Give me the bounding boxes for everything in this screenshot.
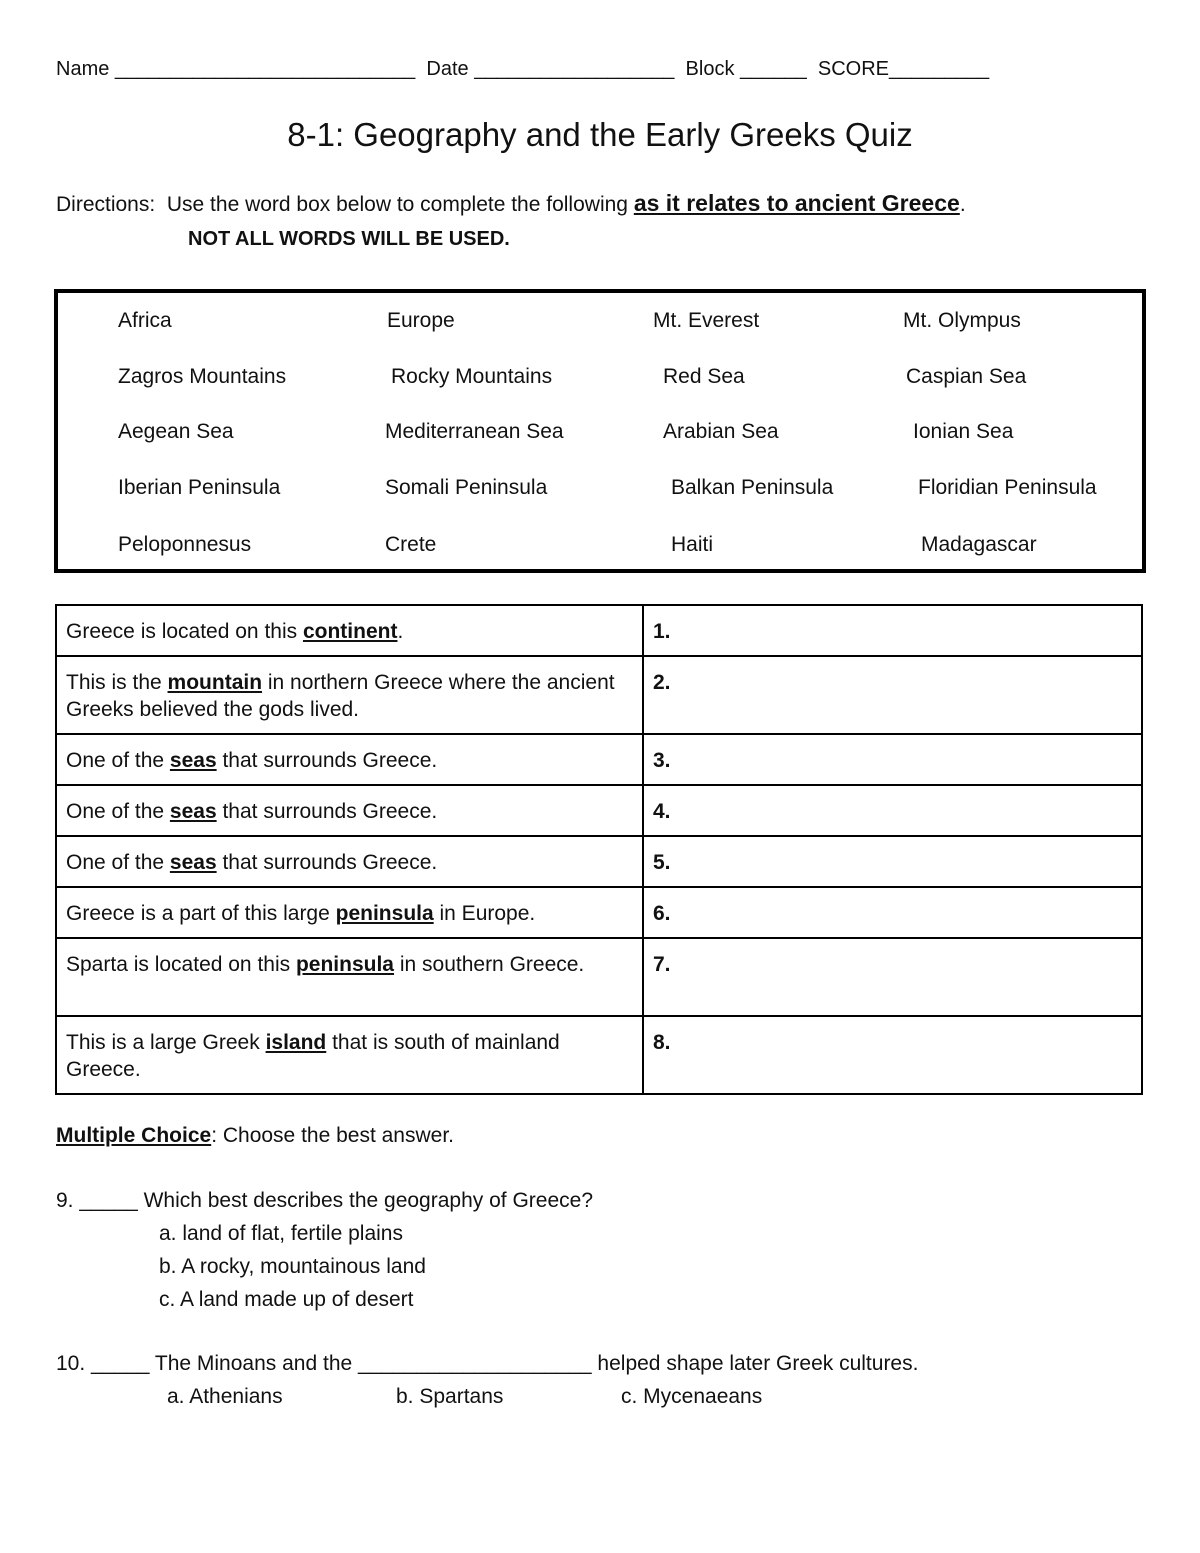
- table-row: [56, 656, 1142, 734]
- table-row: [56, 734, 1142, 785]
- answer-cell[interactable]: 6.: [643, 887, 1142, 938]
- question-10-option-a[interactable]: a. Athenians: [167, 1385, 283, 1408]
- word-box-item: Peloponnesus: [118, 533, 252, 556]
- question-prompt: Greece is located on this continent.: [56, 605, 643, 656]
- directions-label: Directions:: [56, 193, 156, 216]
- date-blank[interactable]: __________________: [474, 58, 675, 80]
- answer-cell[interactable]: 5.: [643, 836, 1142, 887]
- name-blank[interactable]: ___________________________: [114, 58, 416, 80]
- answer-cell[interactable]: 4.: [643, 785, 1142, 836]
- question-10-option-b[interactable]: b. Spartans: [396, 1385, 504, 1408]
- keyword: mountain: [167, 671, 263, 694]
- directions-emphasis: as it relates to ancient Greece: [633, 190, 960, 216]
- score-label: SCORE: [817, 58, 889, 80]
- word-box: [54, 289, 1146, 573]
- directions-text: Use the word box below to complete the following: [166, 193, 628, 216]
- word-box-item: Zagros Mountains: [118, 365, 287, 388]
- answer-cell[interactable]: 2.: [643, 656, 1142, 734]
- word-box-item: Aegean Sea: [118, 420, 234, 443]
- word-box-item: Madagascar: [921, 533, 1037, 556]
- keyword: seas: [169, 749, 217, 772]
- table-row: [56, 887, 1142, 938]
- word-box-item: Ionian Sea: [913, 420, 1014, 443]
- multiple-choice-heading: [56, 1124, 454, 1148]
- directions: [56, 190, 966, 217]
- keyword: seas: [169, 851, 217, 874]
- word-box-item: Caspian Sea: [906, 365, 1027, 388]
- directions-period: .: [959, 193, 966, 216]
- word-box-item: Somali Peninsula: [385, 476, 548, 499]
- answer-cell[interactable]: 3.: [643, 734, 1142, 785]
- word-box-item: Floridian Peninsula: [918, 476, 1097, 499]
- page-title: 8-1: Geography and the Early Greeks Quiz: [287, 116, 913, 153]
- keyword: continent: [302, 620, 398, 643]
- block-blank[interactable]: ______: [740, 58, 807, 80]
- question-prompt: Greece is a part of this large peninsula in Europe.: [56, 887, 643, 938]
- table-row: [56, 1016, 1142, 1094]
- answer-cell[interactable]: 7.: [643, 938, 1142, 1016]
- question-prompt: This is a large Greek island that is south of mainland Greece.: [56, 1016, 643, 1094]
- multiple-choice-instructions: : Choose the best answer.: [211, 1124, 454, 1147]
- word-box-item: Mt. Everest: [653, 309, 760, 332]
- question-prompt: This is the mountain in northern Greece where the ancient Greeks believed the gods lived.: [56, 656, 643, 734]
- question-9-option-c[interactable]: c. A land made up of desert: [159, 1288, 414, 1311]
- keyword: peninsula: [335, 902, 434, 925]
- question-9-option-b[interactable]: b. A rocky, mountainous land: [159, 1255, 426, 1278]
- name-label: Name: [56, 58, 110, 80]
- word-box-item: Balkan Peninsula: [671, 476, 834, 499]
- answer-cell[interactable]: 8.: [643, 1016, 1142, 1094]
- keyword: peninsula: [295, 953, 394, 976]
- score-blank[interactable]: _________: [889, 58, 990, 80]
- word-box-item: Mt. Olympus: [903, 309, 1021, 332]
- word-box-item: Arabian Sea: [663, 420, 779, 443]
- table-row: [56, 785, 1142, 836]
- word-box-item: Red Sea: [663, 365, 745, 388]
- word-box-item: Haiti: [671, 533, 714, 556]
- question-9-stem: 9. _____ Which best describes the geography of Greece?: [56, 1189, 593, 1212]
- keyword: island: [265, 1031, 327, 1054]
- question-9-option-a[interactable]: a. land of flat, fertile plains: [159, 1222, 403, 1245]
- block-label: Block: [685, 58, 735, 80]
- header-fields: [56, 58, 989, 81]
- word-box-item: Rocky Mountains: [391, 365, 553, 388]
- word-box-item: Africa: [118, 309, 172, 332]
- word-box-item: Crete: [385, 533, 437, 556]
- table-row: [56, 605, 1142, 656]
- table-row: [56, 938, 1142, 1016]
- word-box-item: Mediterranean Sea: [385, 420, 564, 443]
- directions-note: NOT ALL WORDS WILL BE USED.: [188, 228, 510, 250]
- question-10-option-c[interactable]: c. Mycenaeans: [621, 1385, 763, 1408]
- question-10-stem: 10. _____ The Minoans and the ____________________ helped shape later Greek cultures.: [56, 1352, 919, 1375]
- table-row: [56, 836, 1142, 887]
- question-prompt: Sparta is located on this peninsula in southern Greece.: [56, 938, 643, 1016]
- keyword: seas: [169, 800, 217, 823]
- multiple-choice-label: Multiple Choice: [56, 1124, 212, 1147]
- question-prompt: One of the seas that surrounds Greece.: [56, 734, 643, 785]
- word-box-item: Iberian Peninsula: [118, 476, 281, 499]
- answer-cell[interactable]: 1.: [643, 605, 1142, 656]
- word-box-item: Europe: [387, 309, 455, 332]
- fill-in-table: [55, 604, 1143, 1095]
- date-label: Date: [426, 58, 469, 80]
- question-prompt: One of the seas that surrounds Greece.: [56, 785, 643, 836]
- question-prompt: One of the seas that surrounds Greece.: [56, 836, 643, 887]
